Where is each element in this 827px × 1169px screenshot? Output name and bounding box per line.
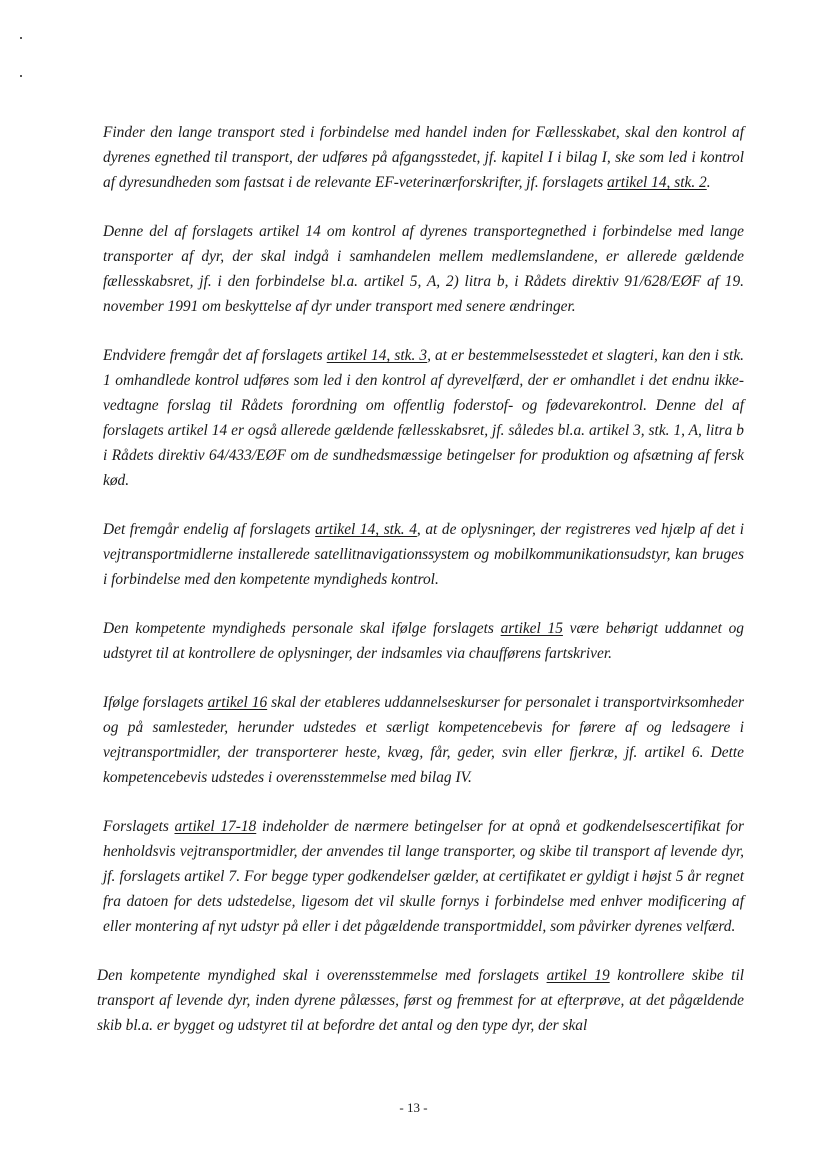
- reference-article-14-4: artikel 14, stk. 4: [315, 521, 417, 538]
- reference-article-16: artikel 16: [207, 694, 268, 711]
- reference-article-17-18: artikel 17-18: [174, 818, 257, 835]
- scan-speck: [20, 75, 22, 77]
- scan-speck: [20, 37, 22, 39]
- paragraph-article-14-3: Endvidere fremgår det af forslagets artikel 14, stk. 3, at er bestemmelsesstedet et slagteri, kan den i stk. 1 omhandlede kontrol udføres som led i den kontrol af dyrevelfærd, der er omhandlet i det endnu ikke-vedtagne forslag til Rådets forordning om offentlig foderstof- og fødevarekontrol. Denne del af forslagets artikel 14 er også allerede gældende fællesskabsret, jf. således bl.a. artikel 3, stk. 1, A, litra b i Rådets direktiv 64/433/EØF om de sundhedsmæssige betingelser for produktion og afsætning af fersk kød.: [103, 347, 744, 489]
- paragraph-article-15: Den kompetente myndigheds personale skal ifølge forslagets artikel 15 være behørigt uddannet og udstyret til at kontrollere de oplysninger, der indsamles via chaufførens fartskriver.: [103, 620, 744, 662]
- document-body: [97, 120, 744, 1062]
- paragraph-article-17-18: Forslagets artikel 17-18 indeholder de nærmere betingelser for at opnå et godkendelsescertifikat for henholdsvis vejtransportmidler, der anvendes til lange transporter, og skibe til transport af levende dyr, jf. forslagets artikel 7. For begge typer godkendelser gælder, at certifikatet er gyldigt i højst 5 år regnet fra datoen for dets udstedelse, ligesom det vil skulle fornys i forbindelse med enhver modificering af eller montering af nyt udstyr på eller i det pågældende transportmiddel, som påvirker dyrenes velfærd.: [103, 818, 744, 935]
- paragraph-article-16: Ifølge forslagets artikel 16 skal der etableres uddannelseskurser for personalet i transportvirksomheder og på samlesteder, herunder udstedes et særligt kompetencebevis for førere af og ledsagere i vejtransportmidler, der transporterer heste, kvæg, får, geder, svin eller fjerkræ, jf. artikel 6. Dette kompetencebevis udstedes i overensstemmelse med bilag IV.: [103, 694, 744, 786]
- reference-article-19: artikel 19: [546, 967, 610, 984]
- reference-article-14-2: artikel 14, stk. 2: [607, 174, 707, 191]
- reference-article-14-3: artikel 14, stk. 3: [326, 347, 428, 364]
- paragraph-article-14-2: Finder den lange transport sted i forbindelse med handel inden for Fællesskabet, skal den kontrol af dyrenes egnethed til transport, der udføres på afgangsstedet, jf. kapitel I i bilag I, ske som led i kontrol af dyresundheden som fastsat i de relevante EF-veterinærforskrifter, jf. forslagets artikel 14, stk. 2.: [103, 124, 744, 191]
- page-number: - 13 -: [399, 1100, 428, 1115]
- reference-article-15: artikel 15: [500, 620, 563, 637]
- paragraph-article-19: Den kompetente myndighed skal i overensstemmelse med forslagets artikel 19 kontrollere skibe til transport af levende dyr, inden dyrene pålæsses, først og fremmest for at efterprøve, at det pågældende skib bl.a. er bygget og udstyret til at befordre det antal og den type dyr, der skal: [97, 967, 744, 1034]
- paragraph-existing-law: Denne del af forslagets artikel 14 om kontrol af dyrenes transportegnethed i forbindelse med lange transporter af dyr, der skal indgå i samhandelen mellem medlemslandene, er allerede gældende fællesskabsret, jf. i den forbindelse bl.a. artikel 5, A, 2) litra b, i Rådets direktiv 91/628/EØF af 19. november 1991 om beskyttelse af dyr under transport med senere ændringer.: [103, 223, 744, 315]
- paragraph-article-14-4: Det fremgår endelig af forslagets artikel 14, stk. 4, at de oplysninger, der registreres ved hjælp af det i vejtransportmidlerne installerede satellitnavigationssystem og mobilkommunikationsudstyr, kan bruges i forbindelse med den kompetente myndigheds kontrol.: [103, 521, 744, 588]
